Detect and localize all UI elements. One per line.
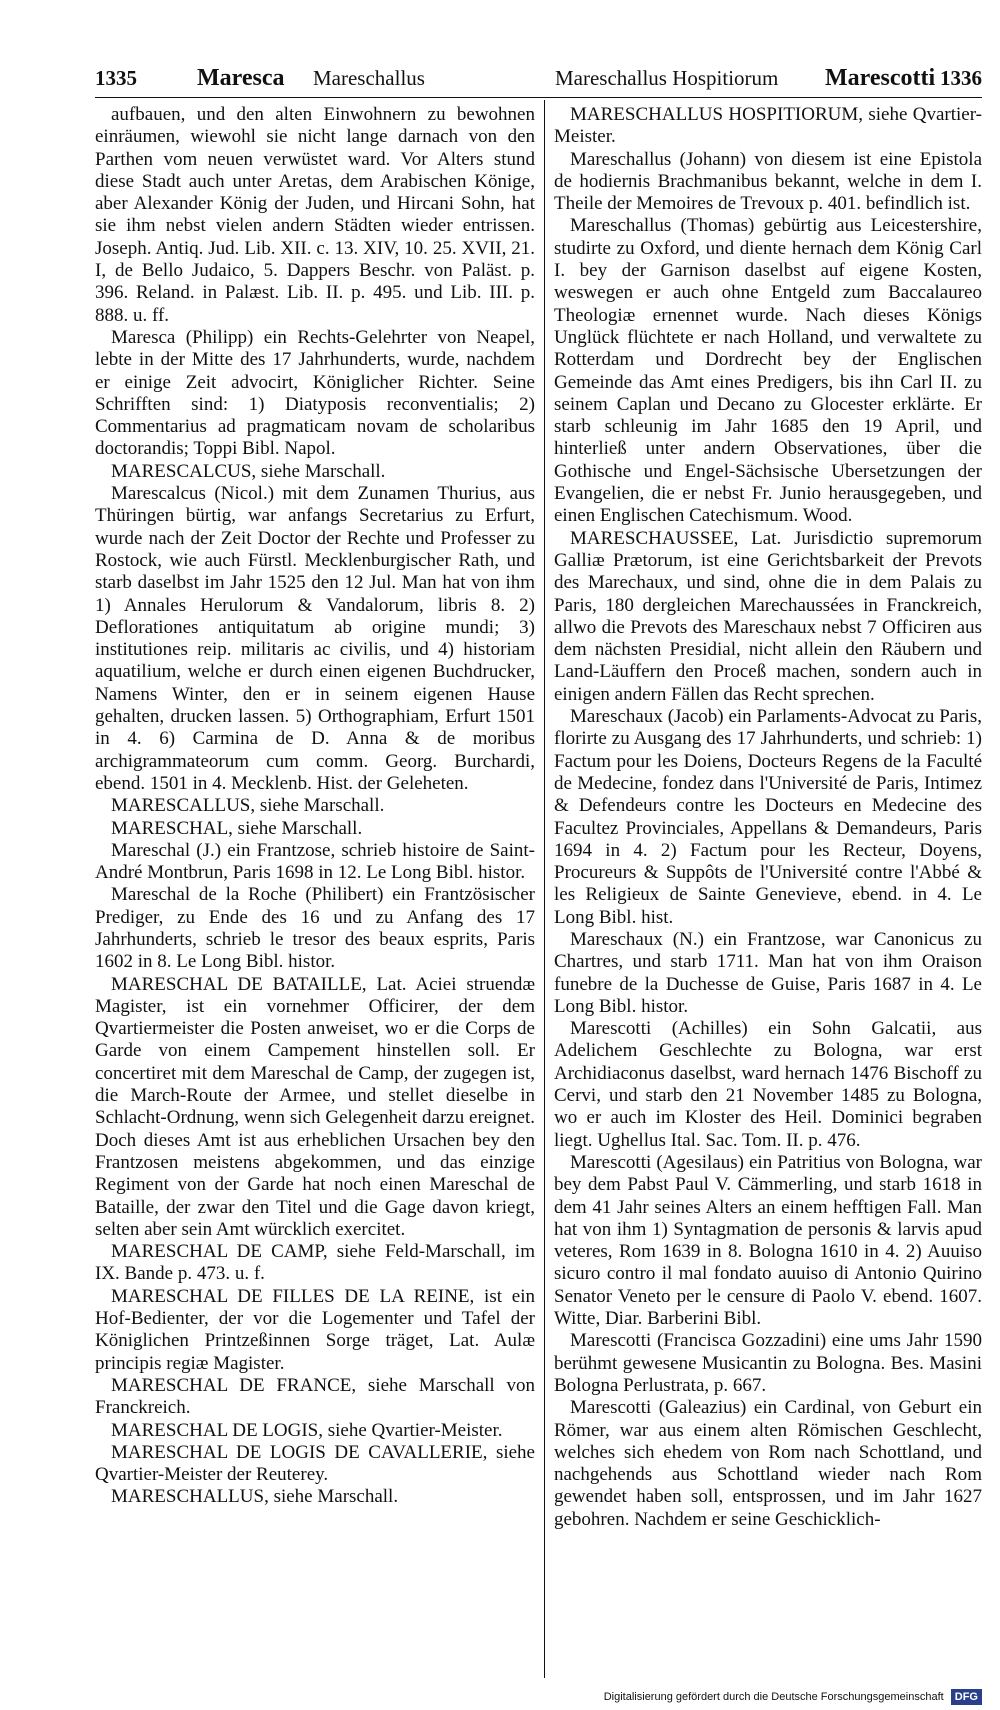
catchword-left-2: Mareschallus	[313, 66, 425, 90]
entry-paragraph: MARESCHAL, siehe Marschall.	[111, 817, 363, 839]
entry-paragraph: MARESCHAL DE FRANCE, siehe Marschall von Franckreich.	[95, 1374, 535, 1419]
entry-paragraph: Mareschal (J.) ein Frantzose, schrieb histoire de Saint-André Montbrun, Paris 1698 in 12. Le Long Bibl. histor.	[95, 839, 535, 884]
entry-paragraph: Maresca (Philipp) ein Rechts-Gelehrter von Neapel, lebte in der Mitte des 17 Jahrhunderts, wurde, nachdem er einige Zeit advocirt, Königlicher Richter. Seine Schrifften sind: 1) Diatyposis reconventialis; 2) Commentarius ad pragmaticam novam de scholaribus doctorandis; Toppi Bibl. Napol.	[95, 326, 535, 460]
column-divider	[544, 100, 545, 1678]
left-column	[95, 104, 535, 1509]
entry-paragraph: MARESCHAUSSEE, Lat. Jurisdictio supremorum Galliæ Prætorum, ist eine Gerichtsbarkeit der Prevots des Marechaux, und sind, ohne die in dem Palais zu Paris, 180 dergleichen Marechaussées in Franckreich, allwo die Prevots des Mareschaux nebst 7 Officiren aus dem nächsten Presidial, nicht allein den Räubern und Land-Läuffern den Proceß machen, sondern auch in einigen andern Fällen das Recht sprechen.	[554, 527, 982, 705]
entry-paragraph: Mareschaux (Jacob) ein Parlaments-Advocat zu Paris, florirte zu Ausgang des 17 Jahrhunderts, und schrieb: 1) Factum pour les Doiens, Docteurs Regens de la Faculté de Medecine, fondez dans l'Université de Paris, Intimez & Defendeurs contre les Docteurs en Medecine des Facultez Provinciales, Appellans & Demandeurs, Paris 1694 in 4. 2) Factum pour les Recteur, Doyens, Procureurs & Suppôts de l'Université contre l'Abbé & les Religieux de Sainte Genevieve, ebend. in 4. Le Long Bibl. hist.	[554, 706, 982, 928]
catchword-left-1: Maresca	[197, 65, 285, 91]
catchword-right-2: Marescotti	[825, 65, 936, 91]
entry-paragraph: MARESCALCUS, siehe Marschall.	[111, 460, 386, 482]
entry-paragraph: MARESCHAL DE LOGIS DE CAVALLERIE, siehe Qvartier-Meister der Reuterey.	[95, 1441, 535, 1486]
entry-paragraph: MARESCHAL DE LOGIS, siehe Qvartier-Meister.	[111, 1419, 503, 1441]
entry-paragraph: Marescotti (Achilles) ein Sohn Galcatii, aus Adelichem Geschlechte zu Bologna, war erst Archidiaconus daselbst, ward hernach 1476 Bischoff zu Cervi, und starb den 21 November 1485 zu Bologna, wo er auch im Kloster des Heil. Dominici begraben liegt. Ughellus Ital. Sac. Tom. II. p. 476.	[554, 1018, 982, 1151]
page-number-left: 1335	[95, 66, 137, 90]
entry-paragraph: MARESCALLUS, siehe Marschall.	[111, 795, 385, 817]
entry-paragraph: Mareschaux (N.) ein Frantzose, war Canonicus zu Chartres, und starb 1711. Man hat von ihm Oraison funebre de la Duchesse de Guise, Paris 1687 in 4. Le Long Bibl. histor.	[554, 928, 982, 1017]
entry-paragraph: Mareschallus (Thomas) gebürtig aus Leicestershire, studirte zu Oxford, und diente hernach dem König Carl I. bey der Garnison daselbst auf eigene Kosten, weswegen er auch ohne Entgeld zum Baccalaureo Theologiæ ernennet wurde. Nach dieses Königs Unglück flüchtete er nach Holland, und verwaltete zu Rotterdam und Dordrecht bey der Englischen Gemeinde das Amt eines Predigers, bis ihn Carl II. zu seinem Caplan und Decano zu Glocester erklärte. Er starb schleunig im Jahr 1685 den 19 April, und hinterließ unter andern Observationes, über die Gothische und Engel-Sächsische Ubersetzungen der Evangelien, die er nebst Fr. Junio herausgegeben, und einen Englischen Catechismum. Wood.	[554, 215, 982, 527]
page-number-right: 1336	[940, 66, 982, 90]
entry-paragraph: aufbauen, und den alten Einwohnern zu bewohnen einräumen, wiewohl sie nicht lange darnach von den Parthen vom neuen verwüstet ward. Vor Alters stund diese Stadt auch unter Aretas, dem Arabischen Könige, aber Alexander König der Juden, und Hircani Sohn, hat sie ihm nebst vielen andern Städten wieder entrissen. Joseph. Antiq. Jud. Lib. XII. c. 13. XIV, 10. 25. XVII, 21. I, de Bello Judaico, 5. Dappers Beschr. von Paläst. p. 396. Reland. in Palæst. Lib. II. p. 495. und Lib. III. p. 888. u. ff.	[95, 104, 535, 326]
dfg-logo: DFG	[951, 1689, 982, 1705]
entry-paragraph: Marescalcus (Nicol.) mit dem Zunamen Thurius, aus Thüringen bürtig, war anfangs Secretarius zu Erfurt, wurde nach der Zeit Doctor der Rechte und Professer zu Rostock, wie auch Fürstl. Mecklenburgischer Rath, und starb daselbst im Jahr 1525 den 12 Jul. Man hat von ihm 1) Annales Herulorum & Vandalorum, libris 8. 2) Deflorationes antiquitatum ab origine mundi; 3) institutiones reip. militaris ac civilis, und 4) historiam aquatilium, welche er durch einen eigenen Buchdrucker, Namens Winter, den er in seinem eigenen Hause gehalten, drucken lassen. 5) Orthographiam, Erfurt 1501 in 4. 6) Carmina de D. Anna & de moribus archigrammateorum cum comm. Georg. Burchardi, ebend. 1501 in 4. Mecklenb. Hist. der Geleheten.	[95, 483, 535, 794]
entry-paragraph: MARESCHALLUS HOSPITIORUM, siehe Qvartier-Meister.	[554, 104, 982, 148]
right-column	[554, 104, 982, 1531]
entry-paragraph: Mareschal de la Roche (Philibert) ein Frantzösischer Prediger, zu Ende des 16 und zu Anfang des 17 Jahrhunderts, schrieb le tresor des beaux esprits, Paris 1602 in 8. Le Long Bibl. histor.	[95, 884, 535, 973]
entry-paragraph: Marescotti (Galeazius) ein Cardinal, von Geburt ein Römer, war aus einem alten Römischen Geschlecht, welches sich ehedem von Rom nach Schottland, und nachgehends aus Schottland wieder nach Rom gewendet haben soll, entsprossen, und im Jahr 1627 gebohren. Nachdem er seine Geschicklich-	[554, 1397, 982, 1530]
header-rule	[95, 97, 982, 98]
entry-paragraph: Marescotti (Francisca Gozzadini) eine ums Jahr 1590 berühmt gewesene Musicantin zu Bologna. Bes. Masini Bologna Perlustrata, p. 667.	[554, 1330, 982, 1396]
entry-paragraph: Mareschallus (Johann) von diesem ist eine Epistola de hodiernis Brachmanibus bekannt, welche in dem I. Theile der Memoires de Trevoux p. 401. befindlich ist.	[554, 148, 982, 215]
entry-paragraph: MARESCHAL DE BATAILLE, Lat. Aciei struendæ Magister, ist ein vornehmer Officirer, der dem Qvartiermeister die Posten anweiset, wo er die Corps de Garde von einem Campement hinstellen soll. Er concertiret mit dem Mareschal de Camp, der zugegen ist, die March-Route der Armee, und stellet dieselbe in Schlacht-Ordnung, wenn sich Gelegenheit darzu ereignet. Doch dieses Amt ist aus erheblichen Ursachen bey den Frantzosen meistens abgekommen, und das einzige Regiment von der Garde hat noch einen Mareschal de Bataille, der zwar den Titel und die Gage davon kriegt, selten aber sein Amt würcklich exercitet.	[95, 973, 535, 1240]
catchword-right-1: Mareschallus Hospitiorum	[555, 66, 779, 90]
digitization-credit	[604, 1686, 982, 1708]
credit-text: Digitalisierung gefördert durch die Deutsche Forschungsgemeinschaft	[603, 1691, 944, 1703]
entry-paragraph: MARESCHALLUS, siehe Marschall.	[111, 1486, 399, 1508]
entry-paragraph: MARESCHAL DE CAMP, siehe Feld-Marschall, im IX. Bande p. 473. u. f.	[95, 1241, 535, 1285]
entry-paragraph: Marescotti (Agesilaus) ein Patritius von Bologna, war bey dem Pabst Paul V. Cämmerling, und starb 1618 in dem 41 Jahr seines Alters an einem hefftigen Fall. Man hat von ihm 1) Syntagmation de personis & larvis apud veteres, Rom 1639 in 8. Bologna 1610 in 4. 2) Auuiso sicuro contro il mal fondato auuiso di Antonio Quirino Senator Veneto per le censure di Paolo V. ebend. 1607. Witte, Diar. Barberini Bibl.	[554, 1151, 982, 1330]
entry-paragraph: MARESCHAL DE FILLES DE LA REINE, ist ein Hof-Bedienter, der vor die Logementer und Tafel der Königlichen Printzeßinnen Sorge träget, Lat. Aulæ principis regiæ Magister.	[95, 1285, 535, 1374]
page-header	[95, 60, 982, 96]
